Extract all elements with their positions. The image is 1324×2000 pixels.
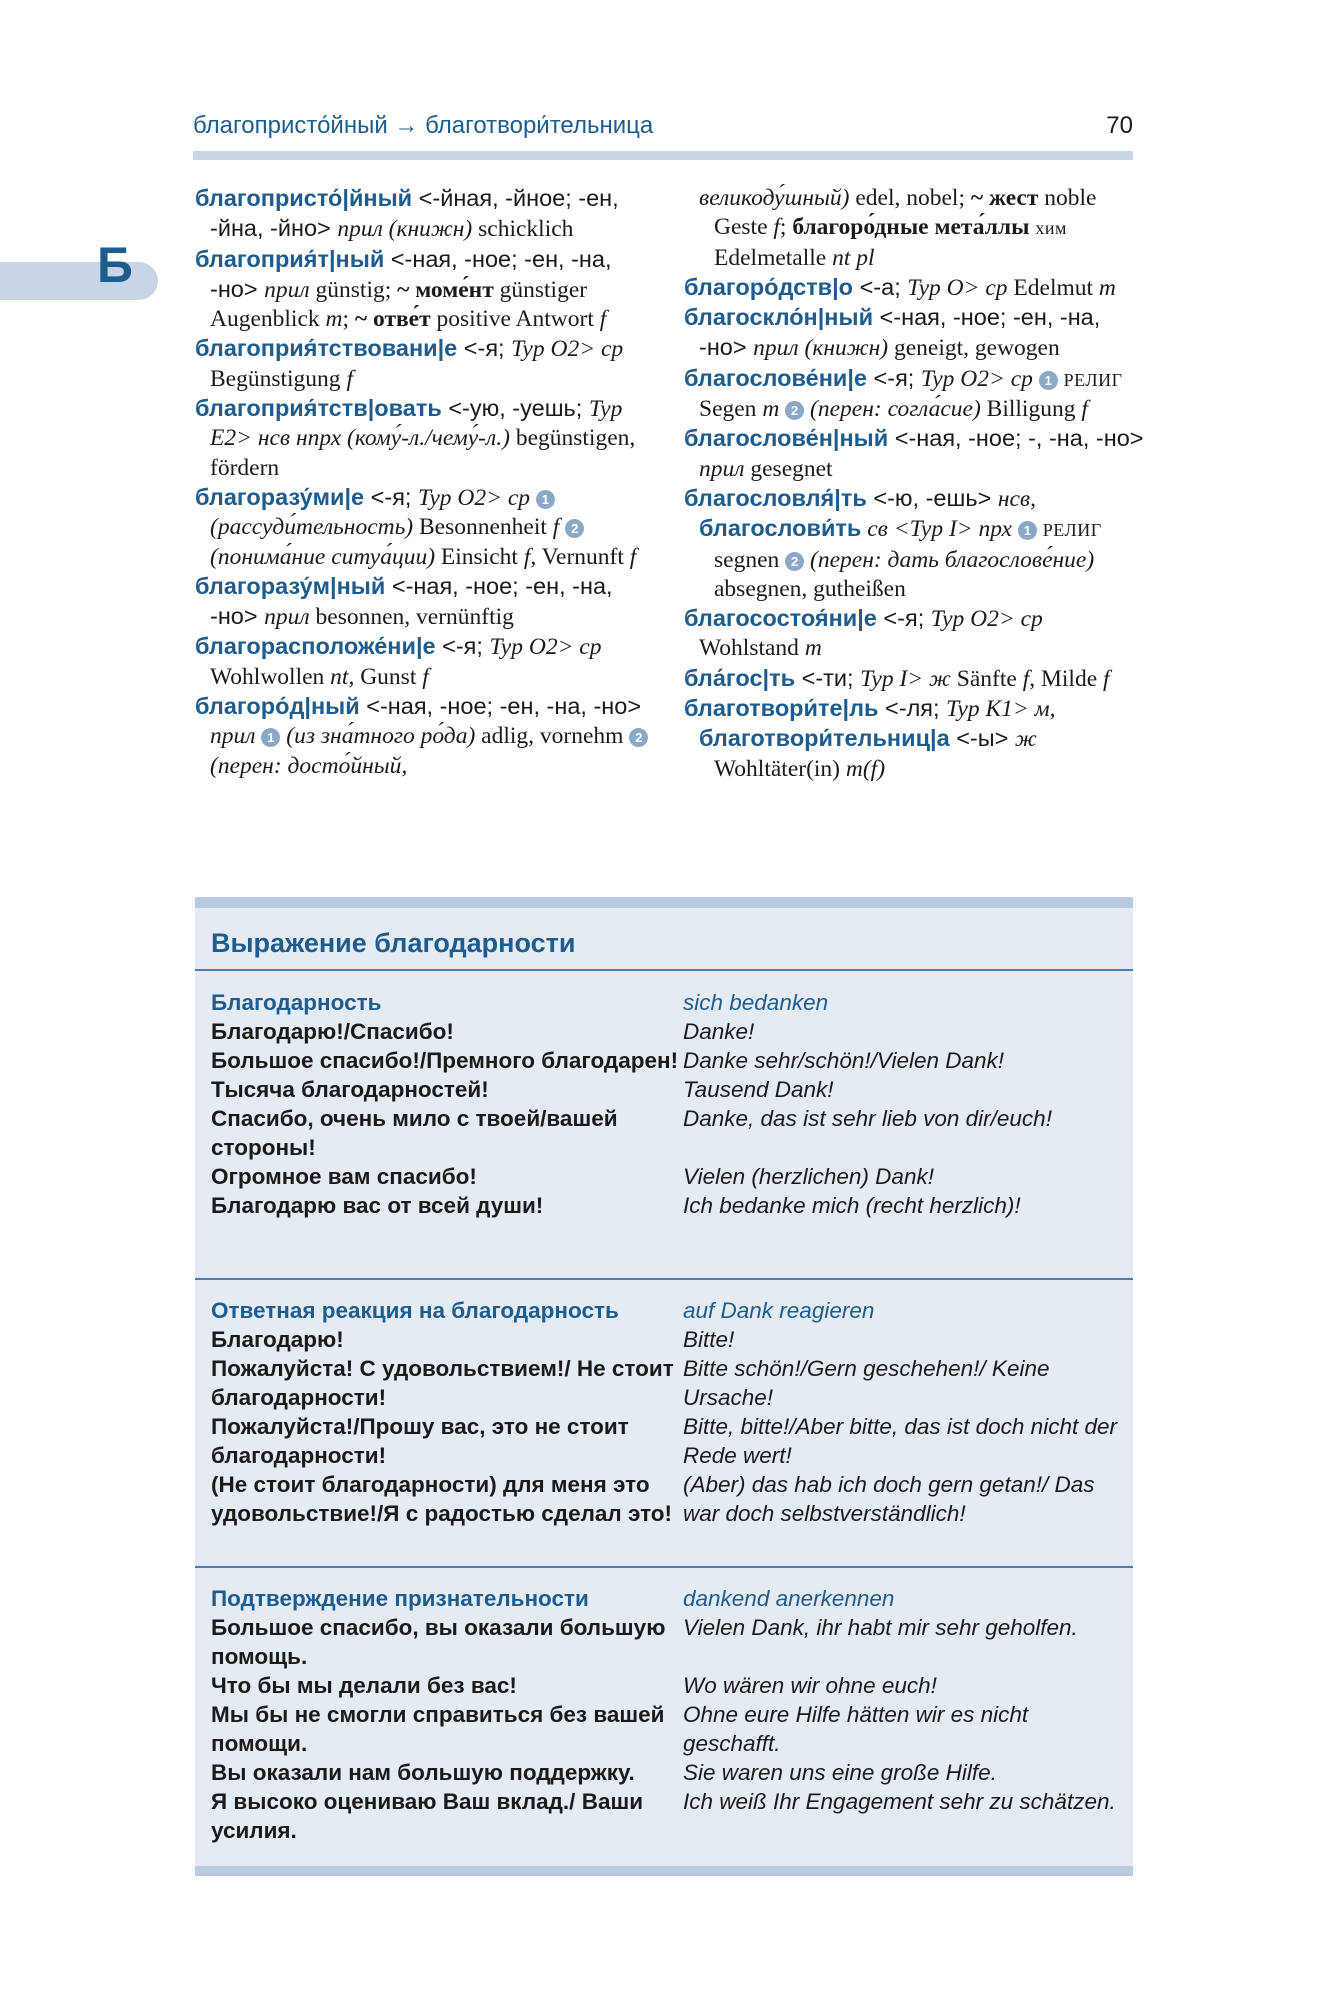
phrase-de: Vielen (herzlichen) Dank! [683, 1164, 934, 1189]
dictionary-entry [195, 692, 655, 781]
translation-text: Edelmut [1007, 274, 1099, 301]
label-italic: великоду́шный) [699, 185, 850, 211]
label-italic: Typ O2> ср [920, 365, 1033, 392]
grammar-info: <-ная, -ное; -ен, -на, -но> [699, 304, 1101, 361]
headword: благоприя́тствовани|е [195, 335, 458, 362]
dictionary-entry [684, 514, 1144, 604]
phrase-de: Danke sehr/schön!/Vielen Dank! [683, 1048, 1005, 1073]
label-italic: m [325, 306, 343, 333]
translation-text: , Gunst [348, 663, 423, 690]
phrase-de: (Aber) das hab ich doch gern getan!/ Das war doch selbstverständlich! [683, 1472, 1095, 1526]
phrase: благоро́дные мета́ллы [792, 214, 1030, 241]
label-italic: m [1098, 274, 1116, 301]
label-italic: f [629, 543, 637, 570]
translation-text: schicklich [472, 216, 574, 243]
sense-number: 2 [565, 519, 584, 538]
section-heading-ru: Благодарность [211, 990, 382, 1015]
label-italic: прил [264, 276, 310, 303]
phrase-row [211, 1758, 1121, 1787]
headword: благосостоя́ни|е [684, 605, 877, 632]
label-italic: f [773, 214, 780, 241]
label-italic: Typ O2> ср [930, 606, 1043, 633]
label-italic: nt [330, 663, 349, 690]
translation-text: Wohlstand [699, 635, 805, 662]
translation-text: Billigung [980, 396, 1082, 423]
translation-text: noble Geste [714, 185, 1097, 241]
phrase-row [211, 1325, 1121, 1354]
label-italic: Typ O2> ср [418, 484, 531, 511]
domain-label: хим [1035, 218, 1067, 239]
phrase-ru: Что бы мы делали без вас! [211, 1673, 517, 1698]
headword: благопристо́|йный [195, 185, 413, 211]
translation-text: absegnen, gutheißen [714, 575, 906, 602]
headword: благотвори́те|ль [684, 695, 879, 722]
box-divider [195, 1278, 1133, 1280]
phrase-ru: Большое спасибо!/Премного благодарен! [211, 1048, 679, 1073]
label-italic: f [1022, 665, 1030, 692]
section-heading-row [211, 988, 1121, 1017]
headword: благоприя́т|ный [195, 245, 385, 272]
phrase-row [211, 1046, 1121, 1075]
phrase-de: Danke, das ist sehr lieb von dir/euch! [683, 1106, 1052, 1131]
sense-number: 1 [261, 728, 280, 747]
domain-label: РЕЛИГ [1042, 520, 1102, 541]
label-italic: f [523, 543, 531, 570]
sense-number: 1 [1039, 371, 1058, 390]
phrase-row [211, 1354, 1121, 1412]
phrase-row [211, 1613, 1121, 1671]
label-italic: Typ O> ср [907, 274, 1008, 301]
grammar-info: <-я; [876, 605, 931, 632]
phrase-de: Bitte schön!/Gern geschehen!/ Keine Ursache! [683, 1356, 1050, 1410]
phrase-ru: Тысяча благодарностей! [211, 1077, 489, 1102]
label-italic: Typ E2> нсв нпрх (кому́-л./чему́-л.) [210, 396, 623, 452]
phrase-de: Bitte, bitte!/Aber bitte, das ist doch nicht der Rede wert! [683, 1414, 1117, 1468]
phrase-ru: Вы оказали нам большую поддержку. [211, 1760, 635, 1785]
sense-number: 1 [536, 490, 555, 509]
translation-text: gesegnet [744, 455, 833, 482]
dictionary-entry [684, 273, 1144, 303]
phrase-ru: Благодарю вас от всей души! [211, 1193, 544, 1218]
headword: благотвори́тельниц|а [699, 725, 950, 752]
dictionary-entry [195, 483, 655, 572]
phrase-ru: Большое спасибо, вы оказали большую помощь. [211, 1615, 666, 1669]
translation-text: segnen [714, 546, 786, 573]
grammar-info: <-ы> [949, 725, 1015, 752]
translation-text: ; [779, 214, 793, 241]
dictionary-entry [684, 364, 1144, 425]
label-italic: f [599, 306, 607, 333]
label-italic: f [422, 663, 429, 690]
dictionary-entry [195, 572, 655, 633]
translation-text: günstiger Augenblick [210, 276, 588, 333]
dictionary-entry [684, 604, 1144, 664]
section-heading-de: sich bedanken [683, 990, 829, 1015]
label-italic: нсв, [997, 485, 1036, 512]
grammar-info: <-я; [867, 364, 921, 391]
section-heading-de: auf Dank reagieren [683, 1298, 875, 1323]
phrase-ru: Пожалуйста!/Прошу вас, это не стоит благодарности! [211, 1414, 629, 1468]
label-italic: прил [699, 455, 745, 482]
phrase: ~ отве́т [354, 306, 431, 333]
phrase: ~ жест [970, 185, 1039, 211]
domain-label: РЕЛИГ [1063, 369, 1123, 390]
section-heading-row [211, 1296, 1121, 1325]
translation-text: günstig; [309, 276, 398, 303]
section-heading-de: dankend anerkennen [683, 1586, 895, 1611]
translation-text: ; [342, 306, 355, 333]
translation-text: besonnen, vernünftig [309, 604, 514, 631]
usage-box [195, 897, 1133, 1876]
label-italic: m [762, 396, 780, 423]
grammar-info: <-ная, -ное; -ен, -на, -но> [210, 245, 612, 302]
phrase-row [211, 1787, 1121, 1845]
grammar-info: <-а; [853, 273, 908, 300]
dictionary-entry [684, 303, 1144, 364]
translation-text [530, 485, 536, 511]
headword: благослове́ни|е [684, 364, 867, 391]
grammar-info: <-я; [364, 483, 418, 510]
dictionary-entry [195, 632, 655, 692]
headword: благорасположе́ни|е [195, 633, 436, 660]
phrase-ru: Мы бы не смогли справиться без вашей помощи. [211, 1702, 665, 1756]
headword: благоразу́м|ный [195, 572, 386, 599]
translation-text: adlig, vornehm [475, 723, 630, 750]
usage-box-title: Выражение благодарности [211, 928, 576, 958]
sense-number: 1 [1018, 521, 1037, 540]
phrase-row [211, 1470, 1121, 1528]
grammar-info: <-я; [435, 633, 490, 660]
label-italic: (перен: дать благослове́ние) [804, 546, 1095, 573]
sense-number: 2 [785, 401, 804, 420]
dictionary-entry [195, 184, 655, 245]
phrase-ru: (Не стоит благодарности) для меня это удовольствие!/Я с радостью сделал это! [211, 1472, 673, 1526]
phrase-de: Sie waren uns eine große Hilfe. [683, 1760, 997, 1785]
label-italic: (понима́ние ситуа́ции) [210, 543, 436, 570]
phrase-de: Ohne eure Hilfe hätten wir es nicht geschafft. [683, 1702, 1029, 1756]
label-italic: f [346, 365, 353, 392]
running-title: благопристо́йный → благотвори́тельница [193, 112, 654, 139]
phrase-row [211, 1162, 1121, 1191]
translation-text: Wohltäter(in) [714, 755, 846, 782]
translation-text: Einsicht [435, 543, 524, 570]
phrase-ru: Пожалуйста! С удовольствием!/ Не стоит благодарности! [211, 1356, 674, 1410]
headword: благоприя́тств|овать [195, 395, 442, 422]
dictionary-column-right [684, 184, 1144, 784]
label-italic: прил (книжн) [337, 216, 473, 243]
phrase-row [211, 1104, 1121, 1162]
phrase-ru: Я высоко оцениваю Ваш вклад./ Ваши усилия. [211, 1789, 644, 1843]
dictionary-entry [195, 245, 655, 335]
phrase-de: Tausend Dank! [683, 1077, 834, 1102]
headword: бла́гос|ть [684, 664, 796, 691]
label-italic: (перен: согла́сие) [804, 396, 981, 423]
translation-text: Besonnenheit [413, 514, 553, 541]
page-number: 70 [1106, 112, 1133, 139]
label-italic: (перен: досто́йный, [210, 752, 408, 779]
dictionary-entry [684, 484, 1144, 514]
translation-text: geneigt, gewogen [888, 335, 1060, 362]
translation-text: begünstigen, fördern [210, 425, 636, 481]
phrase-row [211, 1412, 1121, 1470]
phrase-row [211, 1075, 1121, 1104]
grammar-info: <-ля; [878, 695, 947, 722]
label-italic: (из зна́тного ро́да) [280, 723, 476, 750]
headword: благоскло́н|ный [684, 304, 874, 331]
grammar-info: <-ую, -уешь; [441, 395, 589, 422]
label-italic: св <Typ I> прх [867, 516, 1012, 543]
phrase-row [211, 1191, 1121, 1220]
label-italic: прил [264, 604, 310, 631]
label-italic: (рассуди́тельность) [210, 514, 414, 541]
dictionary-entry [684, 694, 1144, 724]
box-divider [195, 969, 1133, 971]
translation-text: Begünstigung [210, 365, 347, 392]
label-italic: прил (книжн) [753, 335, 889, 362]
phrase-de: Ich weiß Ihr Engagement sehr zu schätzen. [683, 1789, 1116, 1814]
headword: благоро́дств|о [684, 273, 854, 300]
translation-text: Wohlwollen [210, 663, 331, 690]
label-italic: Typ O2> ср [511, 336, 624, 363]
phrase-ru: Благодарю!/Спасибо! [211, 1019, 454, 1044]
usage-section-reply [211, 1296, 1121, 1528]
translation-text [1012, 516, 1018, 542]
section-heading-ru: Ответная реакция на благодарность [211, 1298, 619, 1323]
grammar-info: <-ная, -ное; -ен, -на, -но> [210, 572, 613, 630]
section-heading-ru: Подтверждение признательности [211, 1586, 589, 1611]
label-italic: Typ K1> м, [946, 696, 1056, 723]
dictionary-entry [684, 664, 1144, 694]
header-rule [193, 151, 1133, 160]
grammar-info: <-ная, -ное; -, -на, -но> [888, 425, 1144, 452]
label-italic: f [1103, 665, 1110, 692]
label-italic: ж [1014, 726, 1037, 753]
phrase-de: Wo wären wir ohne euch! [683, 1673, 937, 1698]
headword: благоро́д|ный [195, 693, 360, 720]
section-heading-row [211, 1584, 1121, 1613]
sense-number: 2 [629, 728, 648, 747]
grammar-info: <-ю, -ешь> [866, 484, 998, 511]
usage-section-thanks [211, 988, 1121, 1220]
label-italic: m(f) [845, 755, 886, 782]
headword: благослове́н|ный [684, 425, 889, 452]
grammar-info: <-йная, -йное; -ен, -йна, -йно> [210, 185, 619, 242]
page-header [193, 112, 1133, 146]
box-divider [195, 1566, 1133, 1568]
phrase-ru: Благодарю! [211, 1327, 344, 1352]
translation-text: Sänfte [950, 665, 1023, 692]
label-italic: m [804, 635, 822, 662]
translation-text: , Milde [1029, 665, 1103, 692]
headword: благослови́ть [699, 515, 862, 542]
phrase-ru: Огромное вам спасибо! [211, 1164, 477, 1189]
phrase-row [211, 1017, 1121, 1046]
phrase-row [211, 1671, 1121, 1700]
translation-text: Segen [699, 396, 763, 423]
translation-text: , Vernunft [530, 543, 630, 570]
label-italic: Typ O2> ср [489, 634, 602, 661]
thumb-index-letter: Б [97, 237, 133, 293]
dictionary-entry [195, 394, 655, 483]
label-italic: f [552, 514, 560, 541]
translation-text: Edelmetalle [714, 244, 833, 271]
headword: благословля́|ть [684, 484, 867, 511]
label-italic: Typ I> ж [860, 665, 951, 692]
usage-section-appreciation [211, 1584, 1121, 1845]
label-italic: прил [210, 723, 256, 750]
dictionary-entry [684, 424, 1144, 484]
dictionary-entry [684, 724, 1144, 784]
phrase-ru: Спасибо, очень мило с твоей/вашей стороны! [211, 1106, 618, 1160]
phrase-de: Vielen Dank, ihr habt mir sehr geholfen. [683, 1615, 1078, 1640]
label-italic: nt pl [832, 244, 875, 271]
grammar-info: <-ная, -ное; -ен, -на, -но> [359, 693, 642, 720]
dictionary-column-left [195, 184, 655, 781]
grammar-info: <-ти; [795, 664, 861, 691]
dictionary-entry [195, 334, 655, 394]
headword: благоразу́ми|е [195, 483, 365, 510]
thumb-index-tab [0, 262, 158, 300]
grammar-info: <-я; [457, 335, 512, 362]
translation-text: positive Antwort [430, 306, 600, 333]
phrase-de: Danke! [683, 1019, 755, 1044]
phrase-de: Ich bedanke mich (recht herzlich)! [683, 1193, 1021, 1218]
phrase-de: Bitte! [683, 1327, 735, 1352]
dictionary-entry [684, 184, 1144, 273]
sense-number: 2 [785, 552, 804, 571]
phrase: ~ моме́нт [397, 276, 494, 303]
phrase-row [211, 1700, 1121, 1758]
label-italic: f [1081, 396, 1088, 423]
translation-text: edel, nobel; [849, 185, 971, 211]
translation-text [1033, 366, 1039, 392]
